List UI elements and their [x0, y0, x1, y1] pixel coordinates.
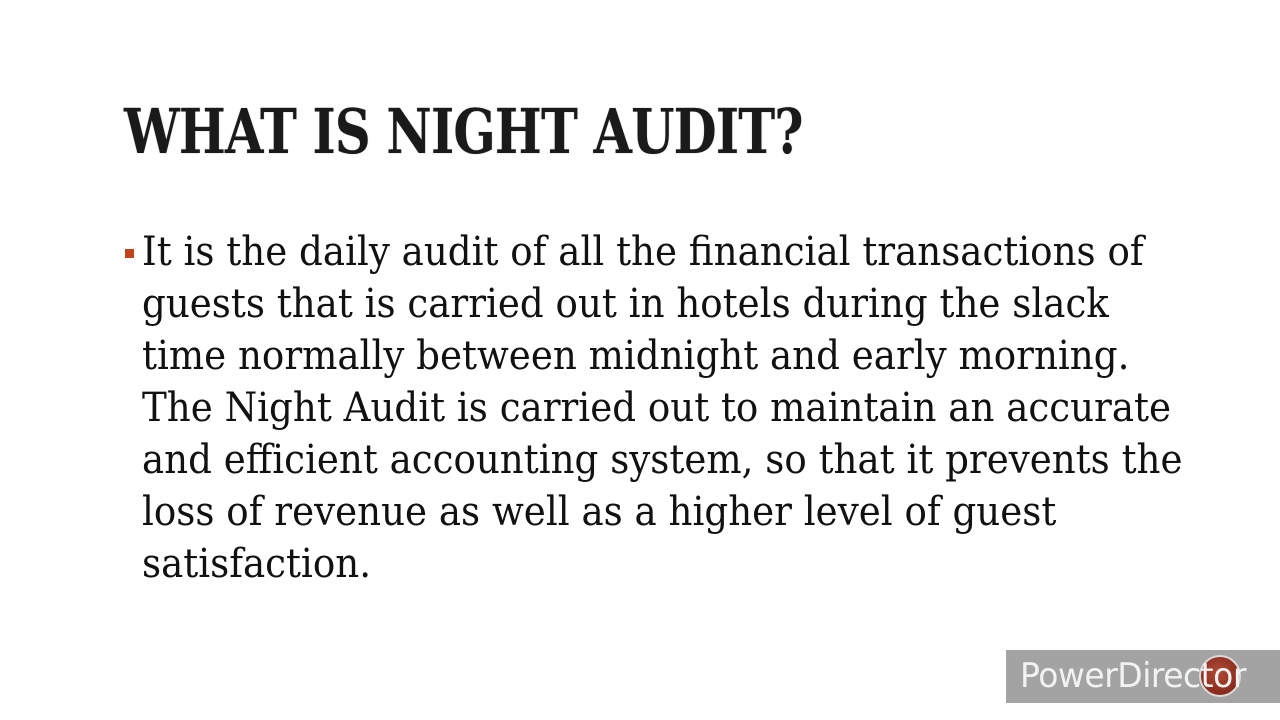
watermark-text: PowerDirector	[1020, 656, 1246, 696]
list-item	[124, 226, 1184, 590]
slide-title: WHAT IS NIGHT AUDIT?	[124, 95, 803, 168]
bullet-list	[124, 226, 1184, 590]
bullet-text: It is the daily audit of all the financial transactions of guests that is carried out in hotels during the slack time normally between midnight and early morning. The Night Audit is carried out to maintain an accurate and efficient accounting system, so that it prevents the loss of revenue as well as a higher level of guest satisfaction.	[142, 229, 1183, 587]
square-bullet-icon	[125, 249, 134, 258]
powerdirector-watermark	[1006, 650, 1280, 703]
